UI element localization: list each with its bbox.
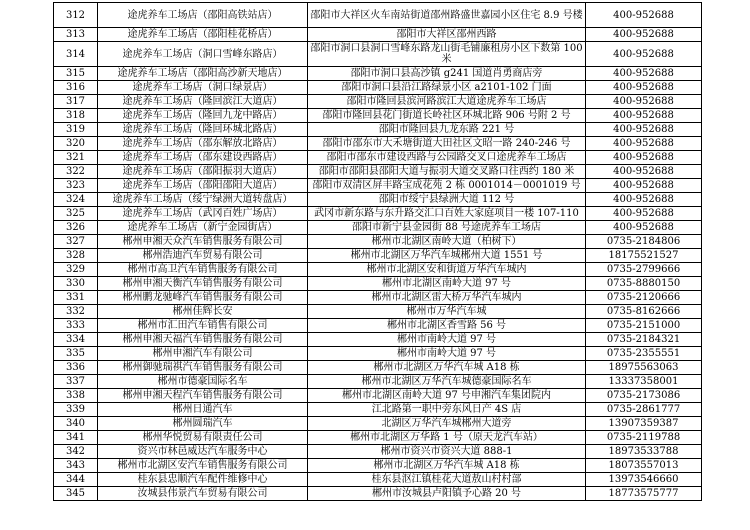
table-row — [54, 67, 702, 81]
dealer-phone: 400-952688 — [586, 67, 702, 81]
row-number: 329 — [54, 263, 98, 277]
dealer-phone: 18175521527 — [586, 249, 702, 263]
table-row — [54, 417, 702, 431]
row-number: 333 — [54, 319, 98, 333]
dealer-address: 江北路第一职中旁东风日产 4S 店 — [308, 403, 586, 417]
dealer-phone: 18973533788 — [586, 445, 702, 459]
row-number: 334 — [54, 333, 98, 347]
table-row — [54, 3, 702, 28]
dealer-name: 郴州市北湖区安汽车销售服务有限公司 — [98, 459, 308, 473]
dealer-address: 郴州市北湖区南岭大道（柏树下） — [308, 235, 586, 249]
dealer-phone: 400-952688 — [586, 137, 702, 151]
dealer-name: 郴州申湘天众汽车销售服务有限公司 — [98, 235, 308, 249]
dealer-name: 途虎养车工场店（邵阳振羽大道店） — [98, 165, 308, 179]
table-row — [54, 165, 702, 179]
table-row — [54, 403, 702, 417]
dealer-name: 郴州申湘天程汽车销售服务有限公司 — [98, 389, 308, 403]
row-number: 314 — [54, 42, 98, 67]
row-number: 316 — [54, 81, 98, 95]
row-number: 328 — [54, 249, 98, 263]
table-row — [54, 235, 702, 249]
dealer-name: 郴州申湘天衡汽车销售服务有限公司 — [98, 277, 308, 291]
dealer-phone: 18073557013 — [586, 459, 702, 473]
row-number: 327 — [54, 235, 98, 249]
table-row — [54, 249, 702, 263]
table-row — [54, 487, 702, 501]
row-number: 320 — [54, 137, 98, 151]
dealer-phone: 13973546660 — [586, 473, 702, 487]
table-row — [54, 81, 702, 95]
dealer-name: 资兴市林邑威达汽车服务中心 — [98, 445, 308, 459]
dealer-table — [53, 2, 702, 501]
dealer-phone: 18975563063 — [586, 361, 702, 375]
dealer-address: 郴州市北湖区万华汽车城 A18 栋 — [308, 361, 586, 375]
row-number: 340 — [54, 417, 98, 431]
dealer-address: 郴州市北湖区万华汽车城德豪国际名车 — [308, 375, 586, 389]
row-number: 319 — [54, 123, 98, 137]
table-row — [54, 207, 702, 221]
dealer-phone: 400-952688 — [586, 109, 702, 123]
table-row — [54, 277, 702, 291]
table-row — [54, 431, 702, 445]
dealer-name: 途虎养车工场店（隆回滨江大道店） — [98, 95, 308, 109]
dealer-name: 郴州市汇田汽车销售有限公司 — [98, 319, 308, 333]
dealer-address: 邵阳市新宁县金园街 88 号途虎养车工场店 — [308, 221, 586, 235]
row-number: 331 — [54, 291, 98, 305]
table-row — [54, 347, 702, 361]
row-number: 322 — [54, 165, 98, 179]
dealer-address: 武冈市新东路与东升路交汇口百姓大家庭项目一楼 107-110 — [308, 207, 586, 221]
dealer-address: 邵阳市邵阳县邵阳大道与振羽大道交叉路口往西约 180 米 — [308, 165, 586, 179]
dealer-name: 途虎养车工场店（武冈百姓广场店） — [98, 207, 308, 221]
row-number: 312 — [54, 3, 98, 28]
dealer-name: 途虎养车工场店（邵阳高沙新天地店） — [98, 67, 308, 81]
dealer-address: 邵阳市洞口县高沙镇 g241 国道肖勇商店旁 — [308, 67, 586, 81]
dealer-phone: 0735-8162666 — [586, 305, 702, 319]
table-row — [54, 473, 702, 487]
dealer-address: 郴州市北湖区雷大桥万华汽车城内 — [308, 291, 586, 305]
row-number: 338 — [54, 389, 98, 403]
row-number: 315 — [54, 67, 98, 81]
table-row — [54, 389, 702, 403]
dealer-address: 邵阳市洞口县沿江路绿景小区 a2101-102 门面 — [308, 81, 586, 95]
table-row — [54, 291, 702, 305]
dealer-name: 桂东县忠顺汽车配件维修中心 — [98, 473, 308, 487]
table-row — [54, 123, 702, 137]
dealer-address: 邵阳市隆回县九龙东路 221 号 — [308, 123, 586, 137]
table-row — [54, 445, 702, 459]
table-row — [54, 459, 702, 473]
dealer-address: 邵阳市大祥区火车南站街道邵州路盛世嘉园小区住宅 8.9 号楼 — [308, 3, 586, 28]
dealer-phone: 400-952688 — [586, 3, 702, 28]
dealer-phone: 400-952688 — [586, 221, 702, 235]
dealer-phone: 0735-8880150 — [586, 277, 702, 291]
dealer-phone: 0735-2119788 — [586, 431, 702, 445]
table-row — [54, 319, 702, 333]
dealer-name: 郴州市德豪国际名车 — [98, 375, 308, 389]
dealer-phone: 0735-2184321 — [586, 333, 702, 347]
row-number: 345 — [54, 487, 98, 501]
dealer-address: 邵阳市大祥区邵州西路 — [308, 28, 586, 42]
dealer-name: 郴州申湘汽车有限公司 — [98, 347, 308, 361]
dealer-name: 汝城县伟景汽车贸易有限公司 — [98, 487, 308, 501]
dealer-name: 郴州市高卫汽车销售服务有限公司 — [98, 263, 308, 277]
dealer-name: 途虎养车工场店（新宁金园街店） — [98, 221, 308, 235]
dealer-phone: 400-952688 — [586, 193, 702, 207]
dealer-name: 郴州圆瑞汽车 — [98, 417, 308, 431]
dealer-phone: 400-952688 — [586, 42, 702, 67]
dealer-phone: 400-952688 — [586, 28, 702, 42]
dealer-name: 途虎养车工场店（邵东解放北路店） — [98, 137, 308, 151]
dealer-phone: 400-952688 — [586, 207, 702, 221]
dealer-name: 郴州浩迪汽车贸易有限公司 — [98, 249, 308, 263]
row-number: 342 — [54, 445, 98, 459]
table-row — [54, 137, 702, 151]
dealer-name: 途虎养车工场店（隆回环城北路店） — [98, 123, 308, 137]
dealer-address: 邵阳市邵东市建设西路与公园路交叉口途虎养车工场店 — [308, 151, 586, 165]
table-row — [54, 221, 702, 235]
dealer-phone: 400-952688 — [586, 151, 702, 165]
dealer-address: 郴州市北湖区万华汽车城 A18 栋 — [308, 459, 586, 473]
row-number: 326 — [54, 221, 98, 235]
table-row — [54, 151, 702, 165]
row-number: 318 — [54, 109, 98, 123]
row-number: 339 — [54, 403, 98, 417]
dealer-phone: 0735-2184806 — [586, 235, 702, 249]
table-row — [54, 333, 702, 347]
table-row — [54, 361, 702, 375]
dealer-address: 邵阳市邵东市大禾塘街道大田社区文昭一路 240-246 号 — [308, 137, 586, 151]
row-number: 325 — [54, 207, 98, 221]
dealer-address: 邵阳市双清区屏丰路宝成花苑 2 栋 0001014－0001019 号 — [308, 179, 586, 193]
dealer-name: 郴州佳辉长安 — [98, 305, 308, 319]
dealer-phone: 400-952688 — [586, 81, 702, 95]
table-row — [54, 95, 702, 109]
dealer-phone: 0735-2861777 — [586, 403, 702, 417]
row-number: 344 — [54, 473, 98, 487]
table-row — [54, 193, 702, 207]
row-number: 321 — [54, 151, 98, 165]
row-number: 324 — [54, 193, 98, 207]
dealer-name: 途虎养车工场店（邵东建设西路店） — [98, 151, 308, 165]
table-row — [54, 109, 702, 123]
dealer-phone: 400-952688 — [586, 179, 702, 193]
dealer-address: 郴州市北湖区安和街道万华汽车城内 — [308, 263, 586, 277]
dealer-address: 邵阳市隆回县滨河路滨江大道途虎养车工场店 — [308, 95, 586, 109]
row-number: 313 — [54, 28, 98, 42]
row-number: 341 — [54, 431, 98, 445]
dealer-phone: 13907359387 — [586, 417, 702, 431]
dealer-address: 郴州市南岭大道 97 号 — [308, 347, 586, 361]
dealer-address: 郴州市北湖区万华汽车城郴州大道 1551 号 — [308, 249, 586, 263]
table-row — [54, 42, 702, 67]
dealer-address: 北湖区万华汽车城郴州大道旁 — [308, 417, 586, 431]
dealer-address: 邵阳市洞口县洞口雪峰东路龙山街毛铺廉租房小区下数第 100 米 — [308, 42, 586, 67]
dealer-name: 郴州华悦贸易有限责任公司 — [98, 431, 308, 445]
dealer-address: 郴州市北湖区南岭大道 97 号 — [308, 277, 586, 291]
dealer-name: 途虎养车工场店（洞口绿景店） — [98, 81, 308, 95]
dealer-name: 途虎养车工场店（隆回九龙中路店） — [98, 109, 308, 123]
row-number: 337 — [54, 375, 98, 389]
dealer-address: 郴州市北湖区香雪路 56 号 — [308, 319, 586, 333]
dealer-address: 郴州市北湖区南岭大道 97 号申湘汽车集团院内 — [308, 389, 586, 403]
dealer-phone: 0735-2355551 — [586, 347, 702, 361]
dealer-name: 途虎养车工场店（绥宁绿洲大道转盘店） — [98, 193, 308, 207]
dealer-name: 郴州鹏龙驰峰汽车销售服务有限公司 — [98, 291, 308, 305]
row-number: 335 — [54, 347, 98, 361]
dealer-name: 郴州御驰瑞祺汽车销售服务有限公司 — [98, 361, 308, 375]
row-number: 317 — [54, 95, 98, 109]
dealer-table-body — [54, 3, 702, 501]
row-number: 332 — [54, 305, 98, 319]
dealer-name: 郴州日通汽车 — [98, 403, 308, 417]
dealer-name: 途虎养车工场店（邵阳邵阳大道店） — [98, 179, 308, 193]
dealer-phone: 0735-2173086 — [586, 389, 702, 403]
dealer-name: 郴州申湘天福汽车销售服务有限公司 — [98, 333, 308, 347]
dealer-address: 郴州市万华汽车城 — [308, 305, 586, 319]
dealer-phone: 0735-2799666 — [586, 263, 702, 277]
row-number: 323 — [54, 179, 98, 193]
dealer-phone: 0735-2120666 — [586, 291, 702, 305]
dealer-address: 郴州市资兴市资兴大道 888-1 — [308, 445, 586, 459]
dealer-name: 途虎养车工场店（邵阳高铁站店） — [98, 3, 308, 28]
table-row — [54, 263, 702, 277]
dealer-phone: 400-952688 — [586, 95, 702, 109]
dealer-phone: 18773575777 — [586, 487, 702, 501]
dealer-address: 郴州市汝城县卢阳镇予心路 20 号 — [308, 487, 586, 501]
table-row — [54, 305, 702, 319]
dealer-phone: 400-952688 — [586, 165, 702, 179]
dealer-address: 邵阳市隆回县花门街道长岭社区环城北路 906 号附 2 号 — [308, 109, 586, 123]
row-number: 336 — [54, 361, 98, 375]
dealer-phone: 0735-2151000 — [586, 319, 702, 333]
table-row — [54, 28, 702, 42]
dealer-list-sheet — [53, 2, 702, 501]
dealer-phone: 13337358001 — [586, 375, 702, 389]
dealer-phone: 400-952688 — [586, 123, 702, 137]
dealer-address: 邵阳市绥宁县绿洲大道 112 号 — [308, 193, 586, 207]
dealer-address: 郴州市南岭大道 97 号 — [308, 333, 586, 347]
dealer-name: 途虎养车工场店（邵阳桂花桥店） — [98, 28, 308, 42]
row-number: 330 — [54, 277, 98, 291]
table-row — [54, 179, 702, 193]
dealer-name: 途虎养车工场店（洞口雪峰东路店） — [98, 42, 308, 67]
dealer-address: 桂东县沤江镇桂花大道敖山村村部 — [308, 473, 586, 487]
table-row — [54, 375, 702, 389]
dealer-address: 郴州市北湖区万华路 1 号（原天龙汽车站） — [308, 431, 586, 445]
row-number: 343 — [54, 459, 98, 473]
